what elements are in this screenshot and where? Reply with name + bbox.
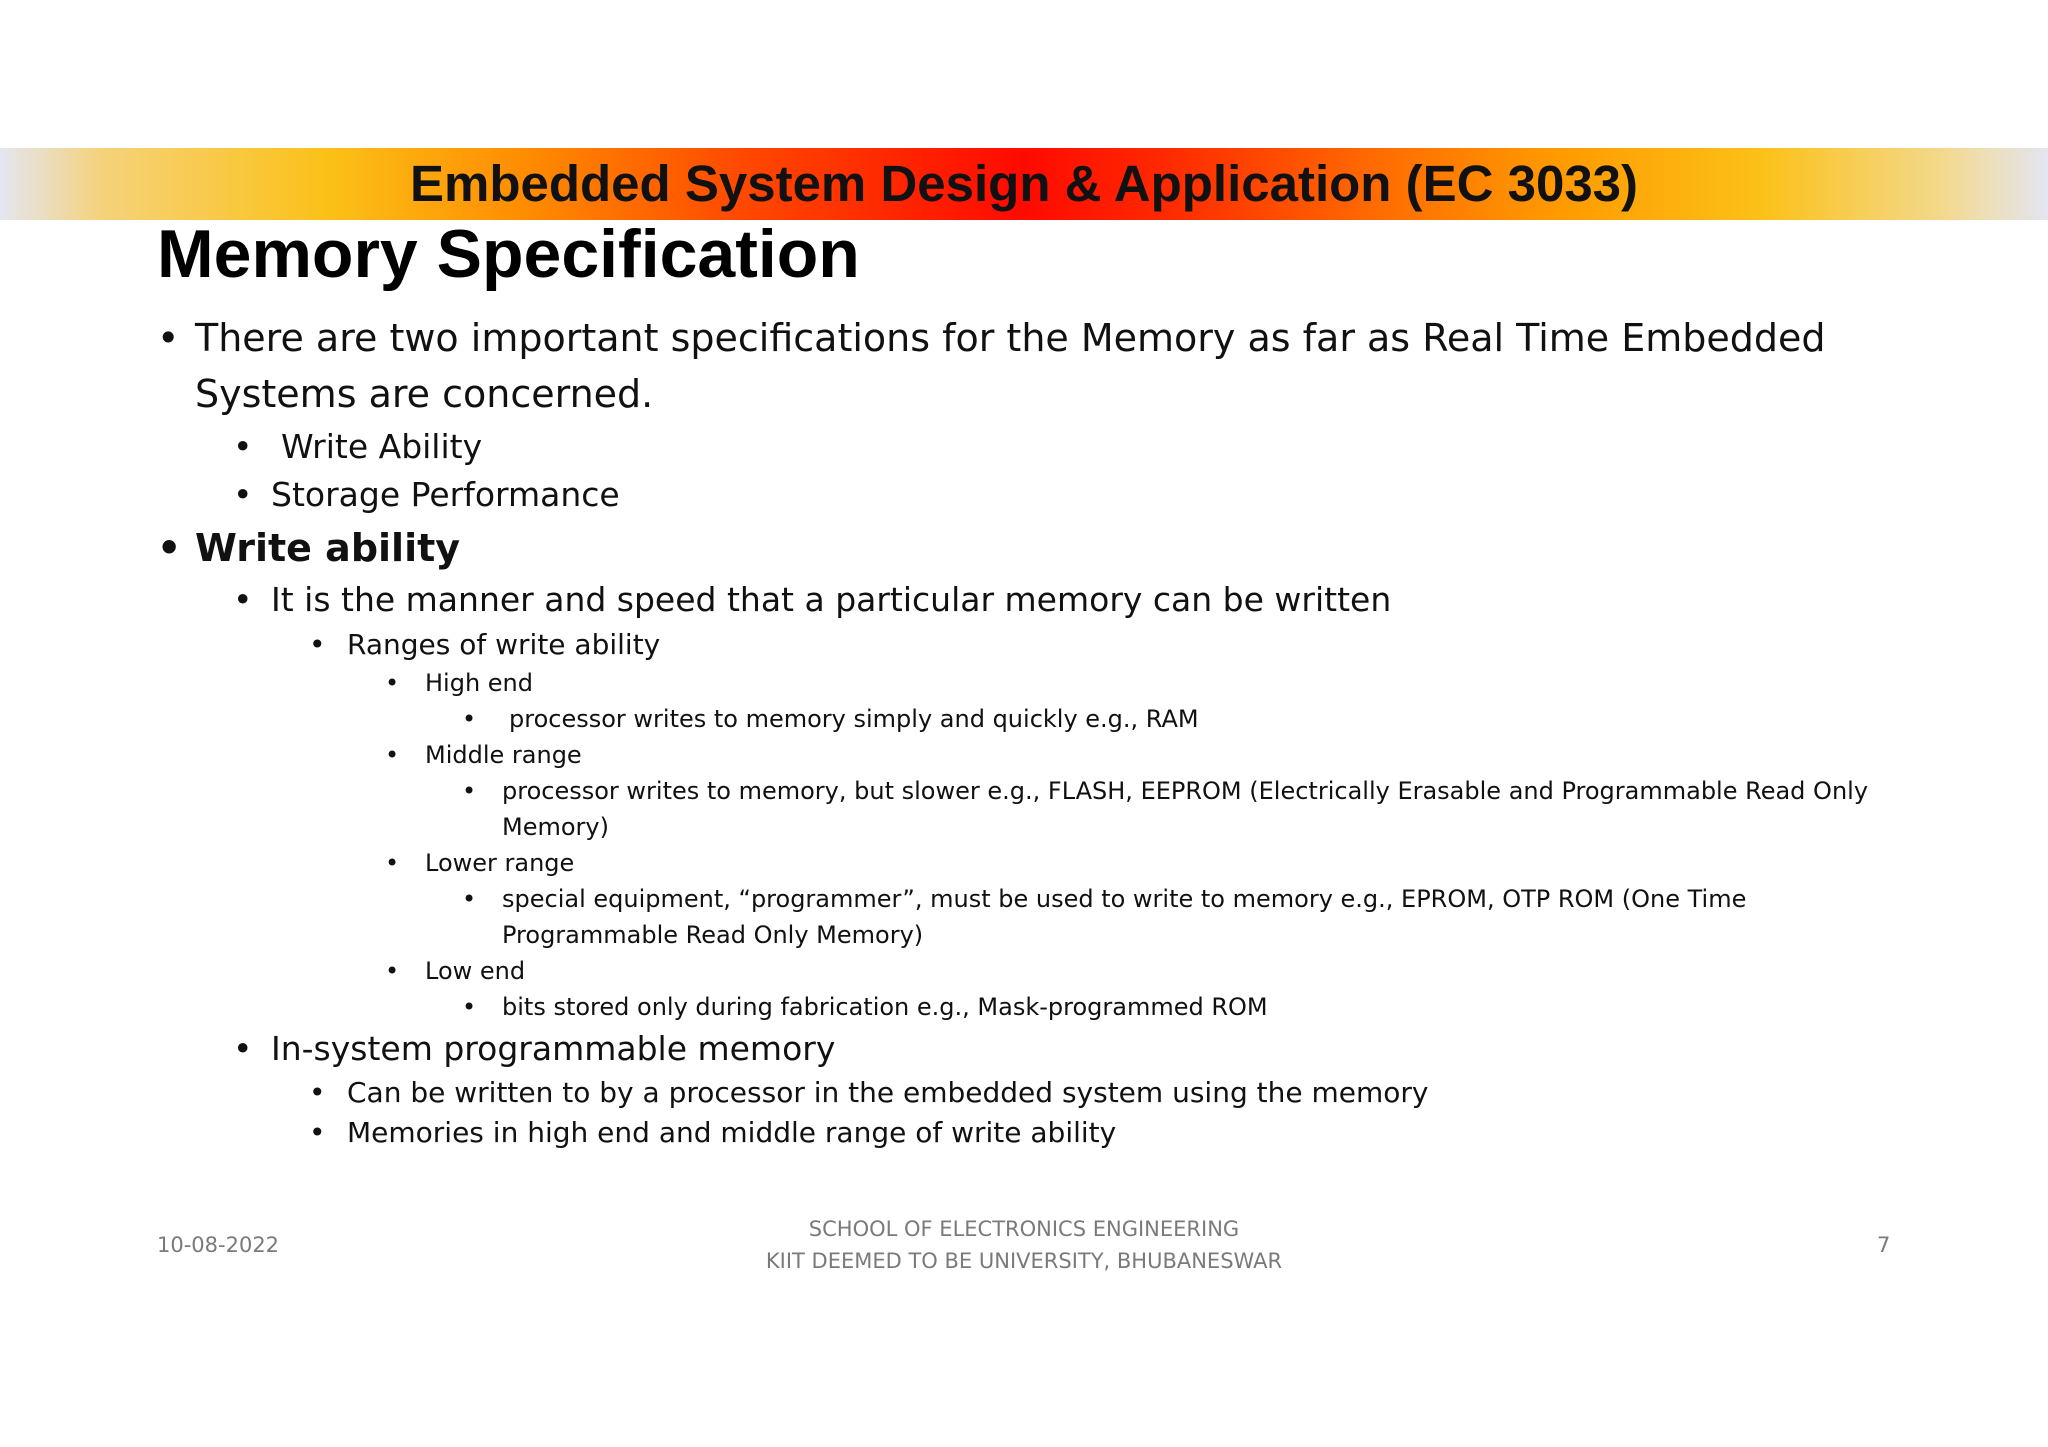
spec-label: Storage Performance [271,475,620,514]
isp-point-text: Memories in high end and middle range of write ability [347,1116,1117,1149]
intro-line-2: Systems are concerned. [195,372,654,416]
bullet-glyph: • [462,777,477,805]
bullet-glyph: • [385,669,400,697]
footer-date: 10-08-2022 [157,1233,280,1257]
range-desc-lower-range-cont: Programmable Read Only Memory) [502,921,924,949]
bullet-glyph: • [309,1076,326,1109]
isp-point-text: Can be written to by a processor in the embedded system using the memory [347,1076,1429,1109]
range-label: High end [425,669,533,697]
bullet-glyph: • [385,741,400,769]
ranges-heading-text: Ranges of write ability [347,628,661,661]
bullet-glyph: • [385,849,400,877]
bullet-glyph: • [462,705,477,733]
spec-label: Write Ability [281,427,483,466]
footer-university: KIIT DEEMED TO BE UNIVERSITY, BHUBANESWAR [765,1249,1283,1273]
bullet-glyph: • [385,957,400,985]
section-heading-label: Write ability [195,526,461,570]
intro-line-1: There are two important specifications for the Memory as far as Real Time Embedded [195,316,1826,360]
bullet-glyph: • [309,1116,326,1149]
bullet-glyph: • [309,628,326,661]
bullet-glyph: • [157,526,182,570]
isp-heading-text: In-system programmable memory [271,1029,836,1068]
bullet-glyph: • [462,885,477,913]
bullet-glyph: • [233,427,253,466]
bullet-glyph: • [462,993,477,1021]
range-desc-text: processor writes to memory simply and quickly e.g., RAM [509,705,1199,733]
footer-institution [0,1213,2048,1277]
range-label: Low end [425,957,526,985]
definition-text: It is the manner and speed that a particular memory can be written [271,580,1392,619]
range-label: Lower range [425,849,575,877]
range-desc-middle-range-cont: Memory) [502,813,609,841]
range-desc-text: bits stored only during fabrication e.g., Mask-programmed ROM [502,993,1268,1021]
slide-title: Memory Specification [157,216,860,292]
footer-school: SCHOOL OF ELECTRONICS ENGINEERING [808,1217,1240,1241]
footer-page-number: 7 [1877,1233,1891,1257]
range-desc-text: processor writes to memory, but slower e.g., FLASH, EEPROM (Electrically Erasable and Programmable Read Only [502,777,1869,805]
bullet-glyph: • [233,580,253,619]
course-title: Embedded System Design & Application (EC 3033) [409,155,1639,212]
bullet-glyph: • [233,475,253,514]
bullet-glyph: • [157,316,180,360]
range-desc-text: special equipment, “programmer”, must be used to write to memory e.g., EPROM, OTP ROM (One Time [502,885,1747,913]
bullet-glyph: • [233,1029,253,1068]
range-label: Middle range [425,741,582,769]
